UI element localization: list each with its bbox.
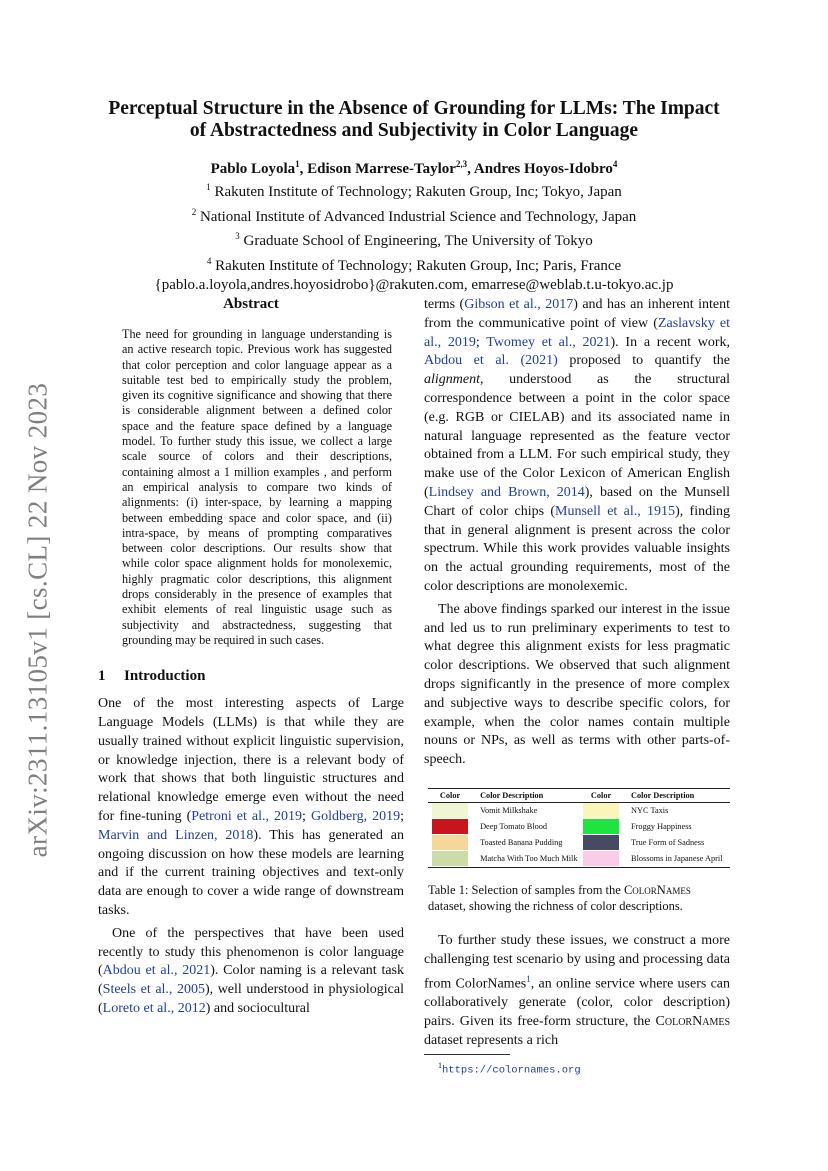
intro-paragraph-1: One of the most interesting aspects of Large Language Models (LLMs) is that while they are usually trained without explicit linguistic supervision, or knowledge injection, there is a relevant body of work that shows that both linguistic structures and relational knowledge emerge even without the need for fine-tuning (Petroni et al., 2019; Goldberg, 2019; Marvin and Linzen, 2018). This has generated an ongoing discussion on how these models are learning and if the current training objectives and text-only data are enough to cover a wide range of downstream tasks. (98, 696, 405, 918)
color-description: Vomit Milkshake (480, 806, 538, 816)
author-name: Pablo Loyola (210, 161, 296, 177)
section-title: Introduction (124, 668, 206, 685)
citation-link[interactable]: Munsell et al., 1915 (555, 503, 676, 519)
citation-link[interactable]: Goldberg, 2019 (310, 809, 401, 825)
citation-link[interactable]: Marvin and Linzen, 2018 (98, 827, 254, 843)
color-cell (428, 835, 472, 851)
color-cell (579, 819, 623, 835)
color-description: True Form of Sadness (631, 838, 705, 848)
citation-link[interactable]: Lindsey and Brown, 2014 (428, 484, 585, 500)
right-paragraph-3: To further study these issues, we construct a more challenging test scenario by using and processing data from ColorNames$^1$, an online service where users can collaboratively generate (color, color description) pairs. Given its free-form structure, the ColorNames dataset represents a rich (424, 932, 730, 1048)
color-cell (428, 851, 472, 868)
affiliation: $^4$ Rakuten Institute of Technology; Rakuten Group, Inc; Paris, France (206, 255, 622, 274)
color-swatch (432, 835, 468, 850)
color-description: Toasted Banana Pudding (480, 838, 563, 848)
dataset-name: ColorNames (655, 1013, 730, 1029)
table-row (428, 835, 730, 851)
color-cell (579, 835, 623, 851)
color-cell (579, 851, 623, 868)
citation-link[interactable]: Gibson et al., 2017 (464, 297, 574, 312)
table-row (428, 851, 730, 868)
footnote-url-link[interactable]: https://colornames.org (442, 1064, 581, 1077)
color-swatch (432, 803, 468, 818)
section-number: 1 (98, 668, 106, 685)
dataset-name: ColorNames (623, 882, 691, 897)
author-name: Edison Marrese-Taylor (307, 161, 456, 177)
table-row (428, 802, 730, 819)
section-heading-introduction (98, 668, 404, 685)
color-description: Blossoms in Japanese April (623, 851, 730, 868)
color-swatch (432, 851, 468, 866)
table-header: Color Description (623, 788, 730, 802)
color-swatch (583, 835, 619, 850)
left-column (98, 296, 404, 1019)
arxiv-identifier (18, 360, 58, 880)
arxiv-id-text: arXiv:2311.13105v1 [cs.CL] 22 Nov 2023 (22, 382, 53, 858)
color-description: Froggy Happiness (631, 822, 692, 832)
footnote-divider (424, 1054, 510, 1055)
author-emails: {pablo.a.loyola,andres.hoyosidrobo}@rakuten.com, emarrese@weblab.t.u-tokyo.ac.jp (154, 277, 674, 293)
color-cell (579, 802, 623, 819)
color-swatch (583, 803, 619, 818)
color-cell (428, 819, 472, 835)
table-caption: Table 1: Selection of samples from the ColorNames dataset, showing the richness of color descriptions. (428, 882, 691, 913)
citation-link[interactable]: Abdou et al., 2021 (102, 963, 211, 979)
title-line-2: of Abstractedness and Subjectivity in Color Language (189, 120, 639, 141)
paper-header (80, 98, 748, 296)
color-description: Deep Tomato Blood (480, 822, 548, 832)
author-affil-mark: 1 (295, 159, 300, 169)
citation-link[interactable]: Steels et al., 2005 (102, 982, 205, 998)
title-line-1: Perceptual Structure in the Absence of Grounding for LLMs: The Impact (108, 98, 720, 119)
footnote-mark[interactable]: 1 (526, 973, 531, 984)
right-paragraph-2: The above findings sparked our interest in the issue and led us to run preliminary experiments to test to what degree this alignment exists for less pragmatic color descriptions. We observed that such alignment drops significantly in the presence of more complex and subjective ways to describe specific colors, for example, when the color names contain multiple nouns or NPs, as well as terms with other parts-of-speech. (424, 601, 730, 768)
paper-title (80, 98, 748, 142)
color-samples-table (428, 788, 730, 868)
right-paragraph-1: terms (Gibson et al., 2017) and has an inherent intent from the communicative point of view (Zaslavsky et al., 2019; Twomey et al., 2021). In a recent work, Abdou et al. (2021) proposed to quantify the alignment, understood as the structural correspondence between a point in the color space (e.g. RGB or CIELAB) and its associated name in natural language represented as the feature vector obtained from a LLM. For such empirical study, they make use of the Color Lexicon of American English (Lindsey and Brown, 2014), based on the Munsell Chart of color chips (Munsell et al., 1915), finding that in general alignment is present across the color spectrum. While this work provides valuable insights on the actual grounding requirements, most of the color descriptions are monolexemic. (424, 297, 731, 594)
abstract-heading: Abstract (223, 296, 279, 312)
author-affil-mark: 4 (612, 159, 618, 169)
citation-link[interactable]: Loreto et al., 2012 (102, 1000, 206, 1016)
author-affil-mark: 2,3 (455, 159, 468, 169)
table-header: Color (428, 788, 472, 802)
color-swatch (583, 851, 619, 866)
citation-link[interactable]: Abdou et al. (2021) (424, 353, 558, 369)
footnote-number: 1 (438, 1061, 442, 1071)
right-column (424, 296, 730, 1077)
color-cell (428, 802, 472, 819)
abstract-text: The need for grounding in language understanding is an active research topic. Previous work has suggested that color perception and color language appear as a suitable test bed to empirically study the problem, given its cognitive significance and showing that there is considerable alignment between a defined color space and the feature space defined by a language model. To further study this issue, we collect a large scale source of colors and their descriptions, containing almost a 1 million examples , and perform an empirical analysis to compare two kinds of alignments: (i) inter-space, by learning a mapping between embedding space and color space, and (ii) intra-space, by means of prompting comparatives between color descriptions. Our results show that while color space alignment holds for monolexemic, highly pragmatic color descriptions, this alignment drops considerably in the presence of examples that exhibit elements of real linguistic usage such as subjectivity and abstractedness, suggesting that grounding may be required in such cases. (122, 327, 392, 647)
table-row (428, 819, 730, 835)
footnote (438, 1061, 730, 1077)
color-swatch (583, 819, 619, 834)
citation-link[interactable]: Twomey et al., 2021 (486, 334, 611, 350)
table-header: Color Description (472, 788, 579, 802)
author-list: Pablo Loyola$^1$, Edison Marrese-Taylor$^{2,3}$, Andres Hoyos-Idobro$^4$ (210, 159, 618, 177)
affiliation: $^1$ Rakuten Institute of Technology; Rakuten Group, Inc; Tokyo, Japan (206, 182, 622, 200)
emphasis-alignment: alignment (424, 372, 480, 388)
table-1 (428, 788, 730, 914)
citation-link[interactable]: Zaslavsky et al., 2019 (424, 315, 730, 350)
color-description: NYC Taxis (631, 806, 669, 816)
table-header: Color (579, 788, 623, 802)
color-swatch (432, 819, 468, 834)
citation-link[interactable]: Petroni et al., 2019 (191, 809, 303, 825)
color-description: Matcha With Too Much Milk (472, 851, 579, 868)
table-header-row (428, 788, 730, 802)
intro-paragraph-2: One of the perspectives that have been used recently to study this phenomenon is color language (Abdou et al., 2021). Color naming is a relevant task (Steels et al., 2005), well understood in physiological (Loreto et al., 2012) and sociocultural (98, 925, 404, 1016)
author-name: Andres Hoyos-Idobro (473, 161, 613, 177)
affiliation: $^2$ National Institute of Advanced Industrial Science and Technology, Japan (191, 206, 637, 225)
affiliation: $^3$ Graduate School of Engineering, The University of Tokyo (235, 231, 593, 249)
